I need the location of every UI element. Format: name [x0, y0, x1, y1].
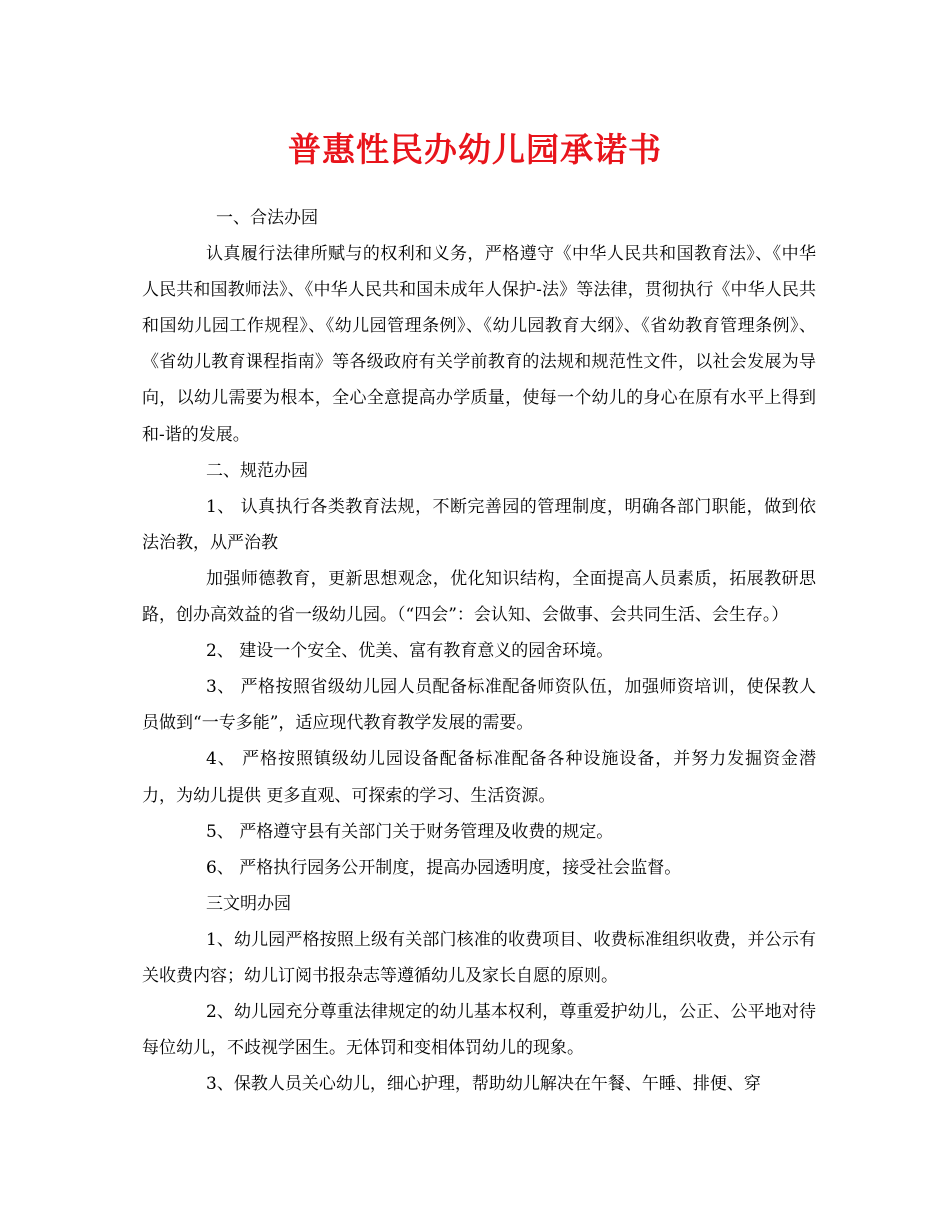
paragraph: 2、幼儿园充分尊重法律规定的幼儿基本权利，尊重爱护幼儿，公正、公平地对待每位幼儿，不歧视学困生。无体罚和变相体罚幼儿的现象。	[142, 1002, 816, 1059]
paragraph: 认真履行法律所赋与的权利和义务，严格遵守《中华人民共和国教育法》、《中华人民共和国教师法》、《中华人民共和国未成年人保护-法》等法律，贯彻执行《中华人民共和国幼儿园工作规程》、《幼儿园管理条例》、《幼儿园教育大纲》、《省幼教育管理条例》、《省幼儿教育课程指南》等各级政府有关学前教育的法规和规范性文件，以社会发展为导向，以幼儿需要为根本，全心全意提高办学质量，使每一个幼儿的身心在原有水平上得到和-谐的发展。	[142, 244, 816, 445]
section-heading-legal: 一、合法办园	[216, 208, 318, 228]
paragraph: 3、 严格按照省级幼儿园人员配备标准配备师资队伍，加强师资培训，使保教人员做到“一专多能”，适应现代教育教学发展的需要。	[142, 677, 816, 734]
paragraph: 6、 严格执行园务公开制度，提高办园透明度，接受社会监督。	[206, 857, 682, 878]
paragraph: 加强师德教育，更新思想观念，优化知识结构，全面提高人员素质，拓展教研思路，创办高效益的省一级幼儿园。（“四会”：会认知、会做事、会共同生活、会生存。）	[142, 568, 816, 626]
paragraph: 1、幼儿园严格按照上级有关部门核准的收费项目、收费标准组织收费，并公示有关收费内容；幼儿订阅书报杂志等遵循幼儿及家长自愿的原则。	[142, 929, 816, 986]
section-heading-standard: 二、规范办园	[206, 460, 308, 481]
paragraph: 4、 严格按照镇级幼儿园设备配备标准配备各种设施设备，并努力发掘资金潜力，为幼儿提供 更多直观、可探索的学习、生活资源。	[142, 749, 816, 806]
paragraph: 1、 认真执行各类教育法规，不断完善园的管理制度，明确各部门职能，做到依法治教，从严治教	[142, 496, 816, 553]
paragraph: 5、 严格遵守县有关部门关于财务管理及收费的规定。	[206, 821, 614, 842]
document-title: 普惠性民办幼儿园承诺书	[288, 130, 662, 169]
paragraph: 2、 建设一个安全、优美、富有教育意义的园舍环境。	[206, 641, 614, 662]
section-heading-civil: 三文明办园	[206, 893, 291, 914]
document-body	[142, 200, 816, 1102]
paragraph: 3、保教人员关心幼儿，细心护理，帮助幼儿解决在午餐、午睡、排便、穿	[206, 1074, 761, 1095]
